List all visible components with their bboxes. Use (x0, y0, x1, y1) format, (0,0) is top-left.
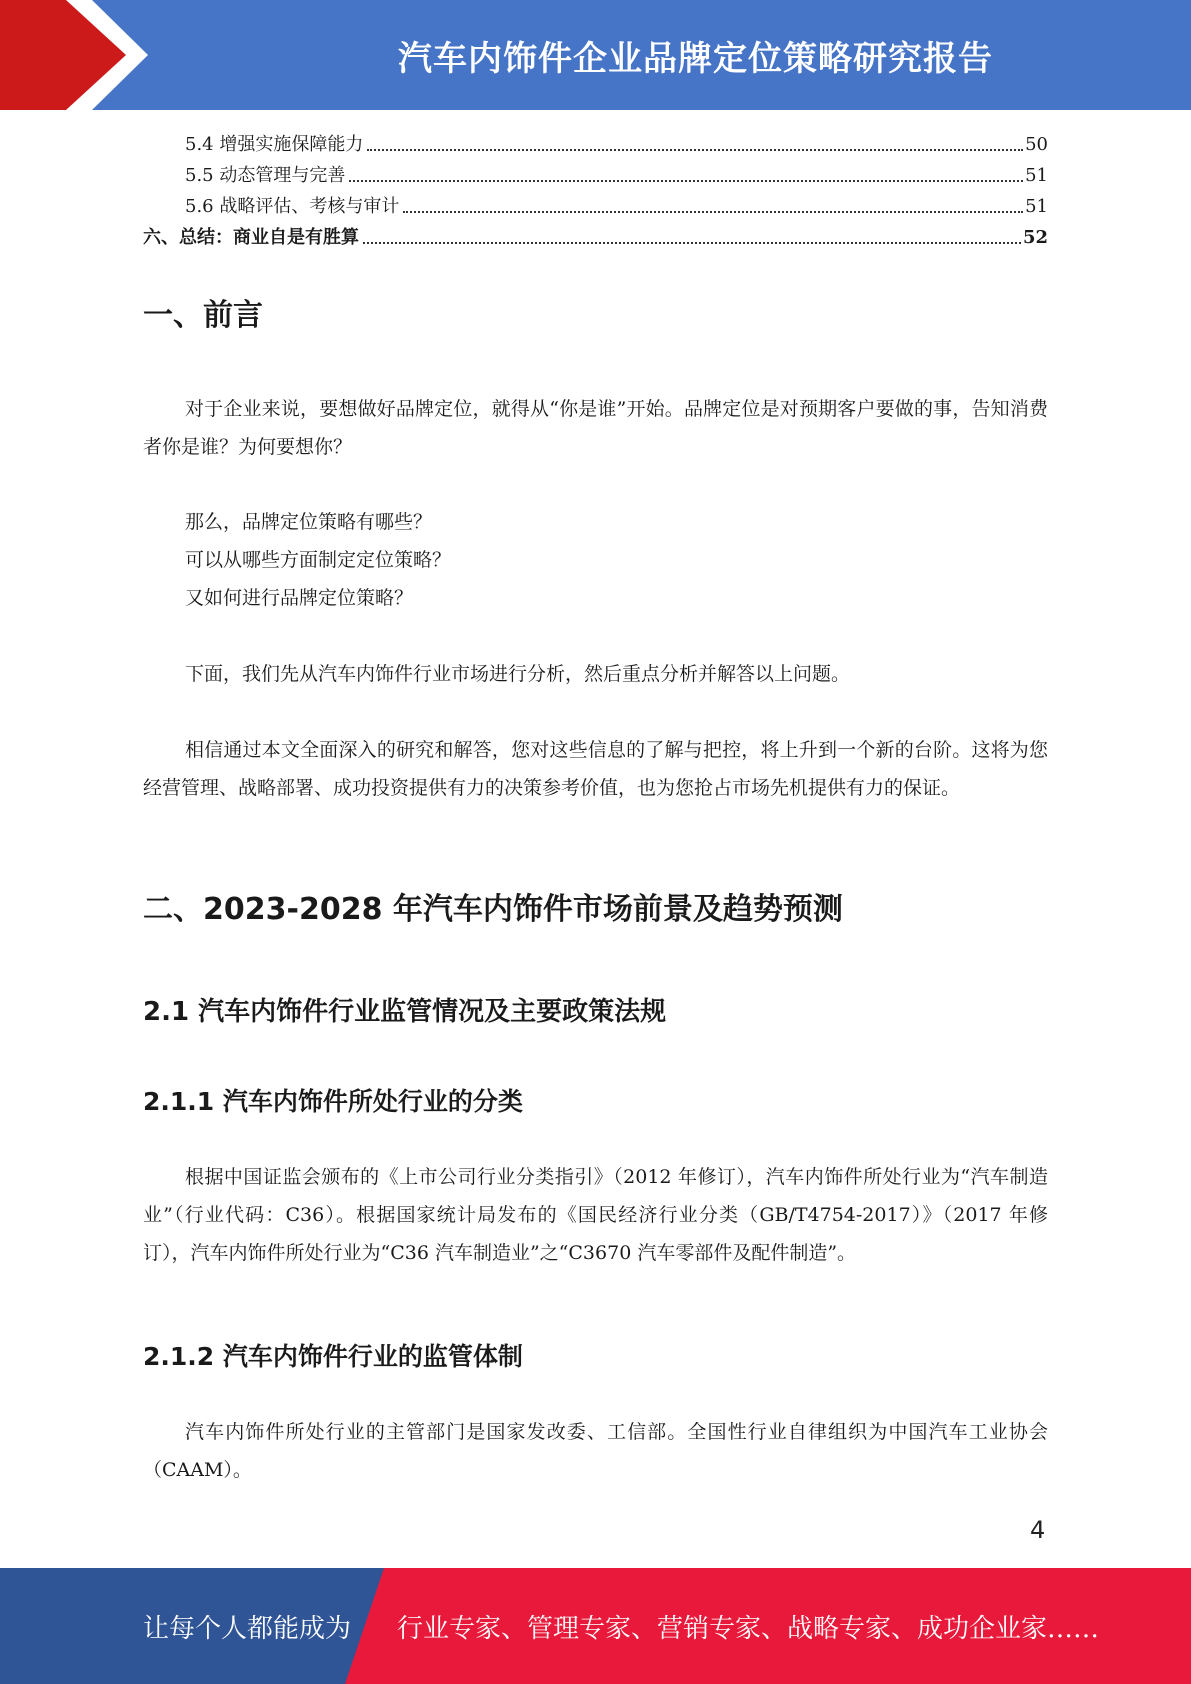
page-footer (0, 1568, 1191, 1684)
toc-entry[interactable] (143, 188, 1048, 218)
toc-entry-page: 51 (1025, 165, 1048, 186)
toc-leader (363, 242, 1021, 244)
toc-leader (349, 180, 1023, 182)
header-arrow-icon (0, 0, 200, 110)
preface-question: 那么，品牌定位策略有哪些？ (185, 511, 433, 533)
toc-entry-title: 六、总结：商业自是有胜算 (143, 227, 359, 248)
preface-question: 可以从哪些方面制定定位策略？ (185, 549, 452, 571)
toc-entry-page: 50 (1025, 134, 1048, 155)
toc-entry-title: 5.4 增强实施保障能力 (185, 134, 364, 155)
section-heading-preface: 一、前言 (143, 298, 263, 333)
preface-paragraph-3: 相信通过本文全面深入的研究和解答，您对这些信息的了解与把控，将上升到一个新的台阶。这将为您经营管理、战略部署、成功投资提供有力的决策参考价值，也为您抢占市场先机提供有力的保证。 (143, 739, 1048, 799)
toc-entry-title: 5.5 动态管理与完善 (185, 165, 346, 186)
footer-slogan-left: 让每个人都能成为 (143, 1613, 352, 1644)
toc-entry-title: 5.6 战略评估、考核与审计 (185, 196, 400, 217)
preface-question: 又如何进行品牌定位策略？ (185, 587, 414, 609)
subsection-heading-2-1-2: 2.1.2 汽车内饰件行业的监管体制 (143, 1342, 523, 1371)
toc-entry[interactable] (143, 126, 1048, 156)
toc-entry-page: 51 (1025, 196, 1048, 217)
paragraph-2-1-1: 根据中国证监会颁布的《上市公司行业分类指引》（2012 年修订），汽车内饰件所处行业为“汽车制造业”（行业代码：C36）。根据国家统计局发布的《国民经济行业分类（GB/T4754-2017）》（2017 年修订），汽车内饰件所处行业为“C36 汽车制造业”之“C3670 汽车零部件及配件制造”。 (143, 1166, 1048, 1264)
paragraph-2-1-2: 汽车内饰件所处行业的主管部门是国家发改委、工信部。全国性行业自律组织为中国汽车工业协会（CAAM）。 (143, 1421, 1048, 1481)
toc-entry[interactable] (143, 157, 1048, 187)
page-number: 4 (1030, 1516, 1046, 1544)
section-heading-outlook: 二、2023-2028 年汽车内饰件市场前景及趋势预测 (143, 892, 843, 927)
document-title: 汽车内饰件企业品牌定位策略研究报告 (398, 38, 993, 79)
toc-leader (403, 211, 1023, 213)
footer-slogan-right: 行业专家、管理专家、营销专家、战略专家、成功企业家…… (397, 1613, 1100, 1644)
subsection-heading-2-1: 2.1 汽车内饰件行业监管情况及主要政策法规 (143, 997, 667, 1027)
toc-leader (367, 149, 1023, 151)
subsection-heading-2-1-1: 2.1.1 汽车内饰件所处行业的分类 (143, 1087, 523, 1116)
preface-paragraph-2: 下面，我们先从汽车内饰件行业市场进行分析，然后重点分析并解答以上问题。 (185, 663, 851, 685)
toc-entry[interactable] (143, 219, 1048, 249)
toc-entry-page: 52 (1022, 227, 1048, 248)
page-header (0, 0, 1191, 110)
preface-paragraph-1: 对于企业来说，要想做好品牌定位，就得从“你是谁”开始。品牌定位是对预期客户要做的事，告知消费者你是谁？为何要想你？ (143, 398, 1048, 458)
